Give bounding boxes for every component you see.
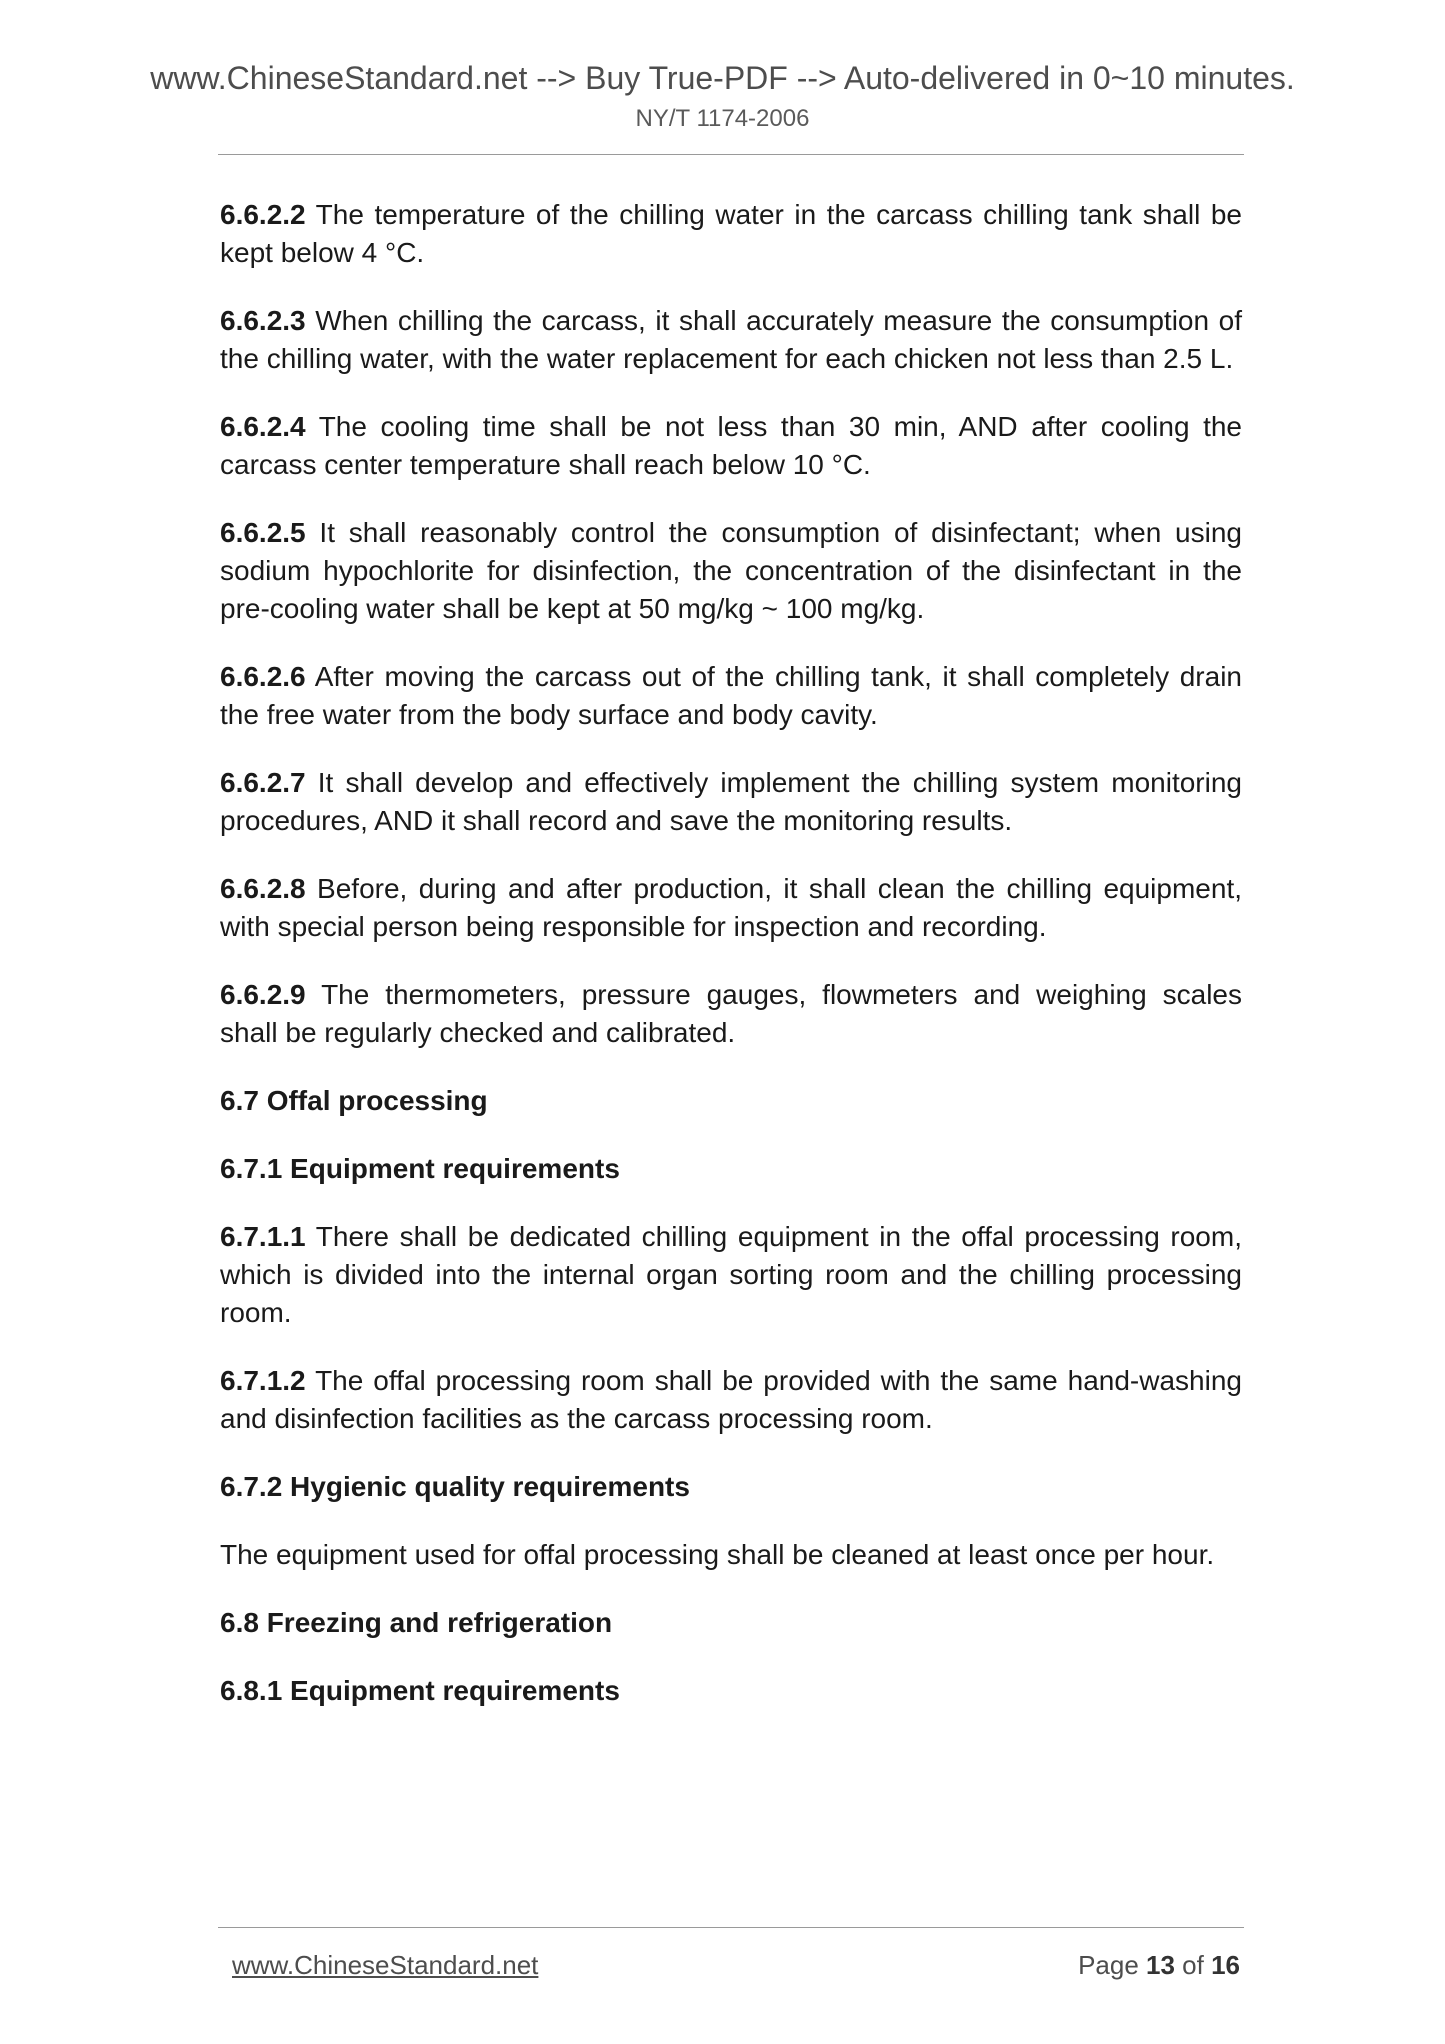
heading-6-7-1: 6.7.1 Equipment requirements: [220, 1153, 620, 1184]
clause-6-6-2-2: [220, 196, 1242, 272]
page-word: Page: [1078, 1950, 1147, 1980]
clause-text: It shall develop and effectively implement the chilling system monitoring procedures, AND it shall record and save the monitoring results.: [220, 767, 1242, 836]
footer-divider: [218, 1927, 1244, 1928]
clause-number: 6.6.2.9: [220, 979, 306, 1010]
clause-text: Before, during and after production, it shall clean the chilling equipment, with special person being responsible for inspection and recording.: [220, 873, 1242, 942]
clause-text: The temperature of the chilling water in the carcass chilling tank shall be kept below 4 °C.: [220, 199, 1242, 268]
standard-id: NY/T 1174-2006: [635, 105, 810, 132]
clause-number: 6.6.2.7: [220, 767, 306, 798]
header-divider: [218, 154, 1244, 155]
clause-number: 6.7.1.1: [220, 1221, 306, 1252]
clause-number: 6.6.2.5: [220, 517, 306, 548]
clause-text: The thermometers, pressure gauges, flowmeters and weighing scales shall be regularly checked and calibrated.: [220, 979, 1242, 1048]
clause-6-7-1-2: [220, 1362, 1242, 1438]
clause-6-6-2-3: [220, 302, 1242, 378]
page-total: 16: [1211, 1950, 1240, 1980]
document-body: [220, 196, 1242, 1740]
clause-number: 6.6.2.8: [220, 873, 306, 904]
clause-text: It shall reasonably control the consumption of disinfectant; when using sodium hypochlorite for disinfection, the concentration of the disinfectant in the pre-cooling water shall be kept at 50 mg/kg ~ 100 mg/kg.: [220, 517, 1242, 624]
page-current: 13: [1146, 1950, 1175, 1980]
clause-text: There shall be dedicated chilling equipment in the offal processing room, which is divided into the internal organ sorting room and the chilling processing room.: [220, 1221, 1242, 1328]
clause-number: 6.6.2.4: [220, 411, 306, 442]
clause-text: After moving the carcass out of the chilling tank, it shall completely drain the free water from the body surface and body cavity.: [220, 661, 1242, 730]
header-banner: www.ChineseStandard.net --> Buy True-PDF --> Auto-delivered in 0~10 minutes.: [150, 60, 1295, 96]
heading-6-7: 6.7 Offal processing: [220, 1085, 488, 1116]
clause-number: 6.6.2.2: [220, 199, 306, 230]
clause-number: 6.6.2.3: [220, 305, 306, 336]
page-indicator: [1078, 1948, 1240, 1982]
clause-6-6-2-5: [220, 514, 1242, 628]
clause-6-6-2-4: [220, 408, 1242, 484]
clause-text: When chilling the carcass, it shall accurately measure the consumption of the chilling water, with the water replacement for each chicken not less than 2.5 L.: [220, 305, 1242, 374]
clause-6-6-2-6: [220, 658, 1242, 734]
clause-6-7-1-1: [220, 1218, 1242, 1332]
clause-text: The offal processing room shall be provided with the same hand-washing and disinfection facilities as the carcass processing room.: [220, 1365, 1242, 1434]
page-of: of: [1174, 1950, 1212, 1980]
heading-6-8-1: 6.8.1 Equipment requirements: [220, 1675, 620, 1706]
clause-6-6-2-9: [220, 976, 1242, 1052]
heading-6-7-2: 6.7.2 Hygienic quality requirements: [220, 1471, 690, 1502]
clause-6-6-2-7: [220, 764, 1242, 840]
heading-6-8: 6.8 Freezing and refrigeration: [220, 1607, 613, 1638]
clause-number: 6.7.1.2: [220, 1365, 306, 1396]
paragraph-6-7-2: The equipment used for offal processing shall be cleaned at least once per hour.: [220, 1539, 1215, 1570]
footer-website-link[interactable]: www.ChineseStandard.net: [232, 1950, 539, 1980]
clause-text: The cooling time shall be not less than 30 min, AND after cooling the carcass center temperature shall reach below 10 °C.: [220, 411, 1242, 480]
clause-6-6-2-8: [220, 870, 1242, 946]
clause-number: 6.6.2.6: [220, 661, 306, 692]
